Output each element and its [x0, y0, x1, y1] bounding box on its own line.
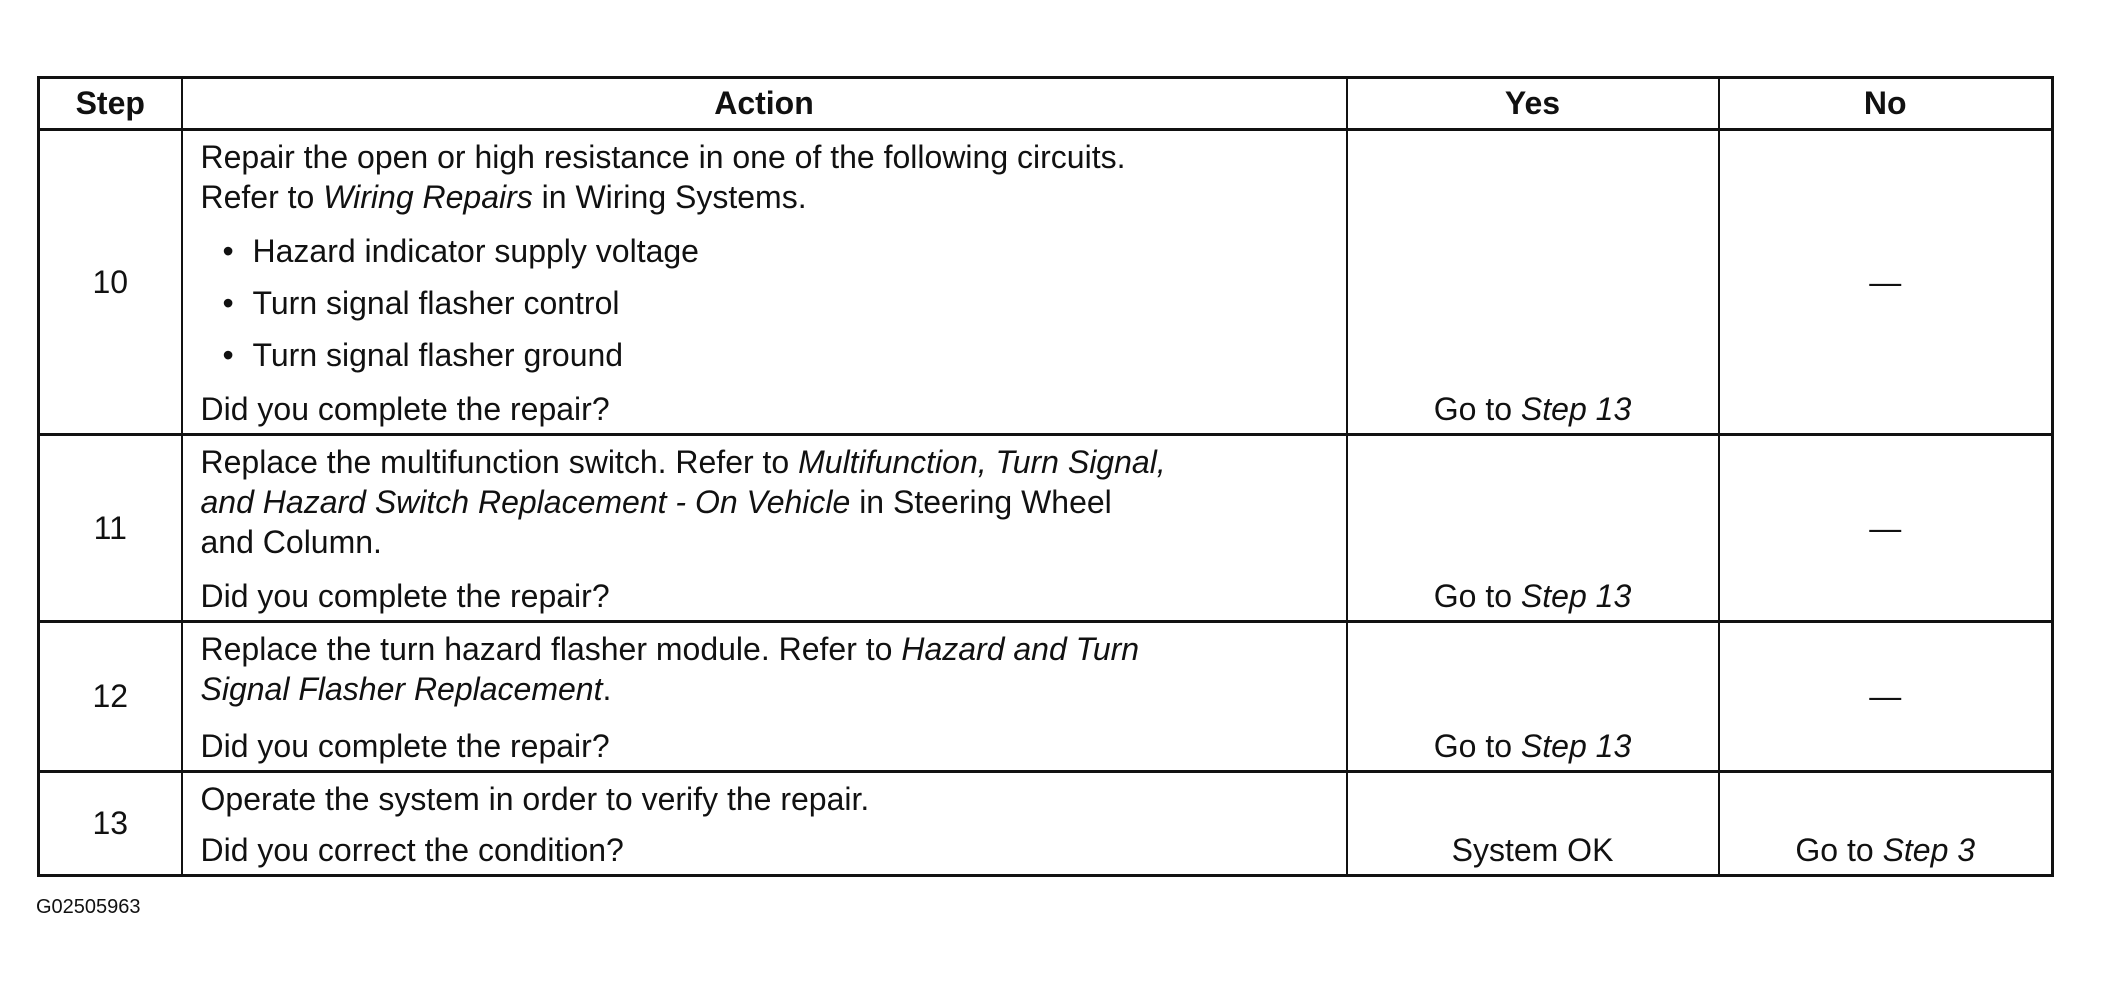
no-cell — [1719, 435, 2053, 622]
action-text: Repair the open or high resistance in one of the following circuits. Refer to Wiring Repairs in Wiring Systems. — [200, 139, 1126, 215]
step-number: 12 — [39, 622, 182, 772]
yes-result: System OK — [1451, 832, 1614, 868]
no-cell — [1719, 772, 2053, 876]
diagnostic-table — [37, 76, 2054, 877]
step-number: 10 — [39, 130, 182, 435]
no-result: Go to Step 3 — [1795, 832, 1976, 868]
question-text: Did you complete the repair? — [200, 578, 610, 614]
action-text: Replace the multifunction switch. Refer to Multifunction, Turn Signal, and Hazard Switch Replacement - On Vehicle in Steering Wheel and Column. — [200, 444, 1166, 560]
action-cell — [182, 435, 1347, 622]
action-text: Operate the system in order to verify the repair. — [200, 781, 870, 817]
action-cell — [182, 130, 1347, 435]
table-row-step-13 — [39, 772, 2053, 876]
no-result: — — [1869, 678, 1902, 714]
no-result: — — [1869, 509, 1902, 546]
no-cell — [1719, 130, 2053, 435]
yes-cell — [1347, 130, 1719, 435]
reference-link-text: Wiring Repairs — [323, 179, 533, 215]
action-text: Replace the turn hazard flasher module. Refer to Hazard and Turn Signal Flasher Replacement. — [200, 631, 1140, 707]
yes-result: Go to Step 13 — [1433, 728, 1632, 764]
list-item: • Turn signal flasher ground — [253, 329, 1332, 381]
circuit-list — [201, 225, 1332, 381]
table-row-step-12 — [39, 622, 2053, 772]
list-item: • Turn signal flasher control — [253, 277, 1332, 329]
no-cell — [1719, 622, 2053, 772]
header-no: No — [1719, 78, 2053, 130]
step-number: 13 — [39, 772, 182, 876]
yes-result: Go to Step 13 — [1433, 391, 1632, 427]
step-number: 11 — [39, 435, 182, 622]
action-cell — [182, 772, 1347, 876]
table-row-step-10 — [39, 130, 2053, 435]
yes-cell — [1347, 435, 1719, 622]
no-result: — — [1869, 263, 1902, 300]
yes-result: Go to Step 13 — [1433, 578, 1632, 614]
header-action: Action — [182, 78, 1347, 130]
action-cell — [182, 622, 1347, 772]
table-row-step-11 — [39, 435, 2053, 622]
header-yes: Yes — [1347, 78, 1719, 130]
question-text: Did you correct the condition? — [200, 832, 624, 868]
header-step: Step — [39, 78, 182, 130]
yes-cell — [1347, 772, 1719, 876]
list-item: • Hazard indicator supply voltage — [253, 225, 1332, 277]
figure-code: G02505963 — [36, 896, 141, 918]
header-row — [39, 78, 2053, 130]
yes-cell — [1347, 622, 1719, 772]
question-text: Did you complete the repair? — [200, 391, 610, 427]
question-text: Did you complete the repair? — [200, 728, 610, 764]
